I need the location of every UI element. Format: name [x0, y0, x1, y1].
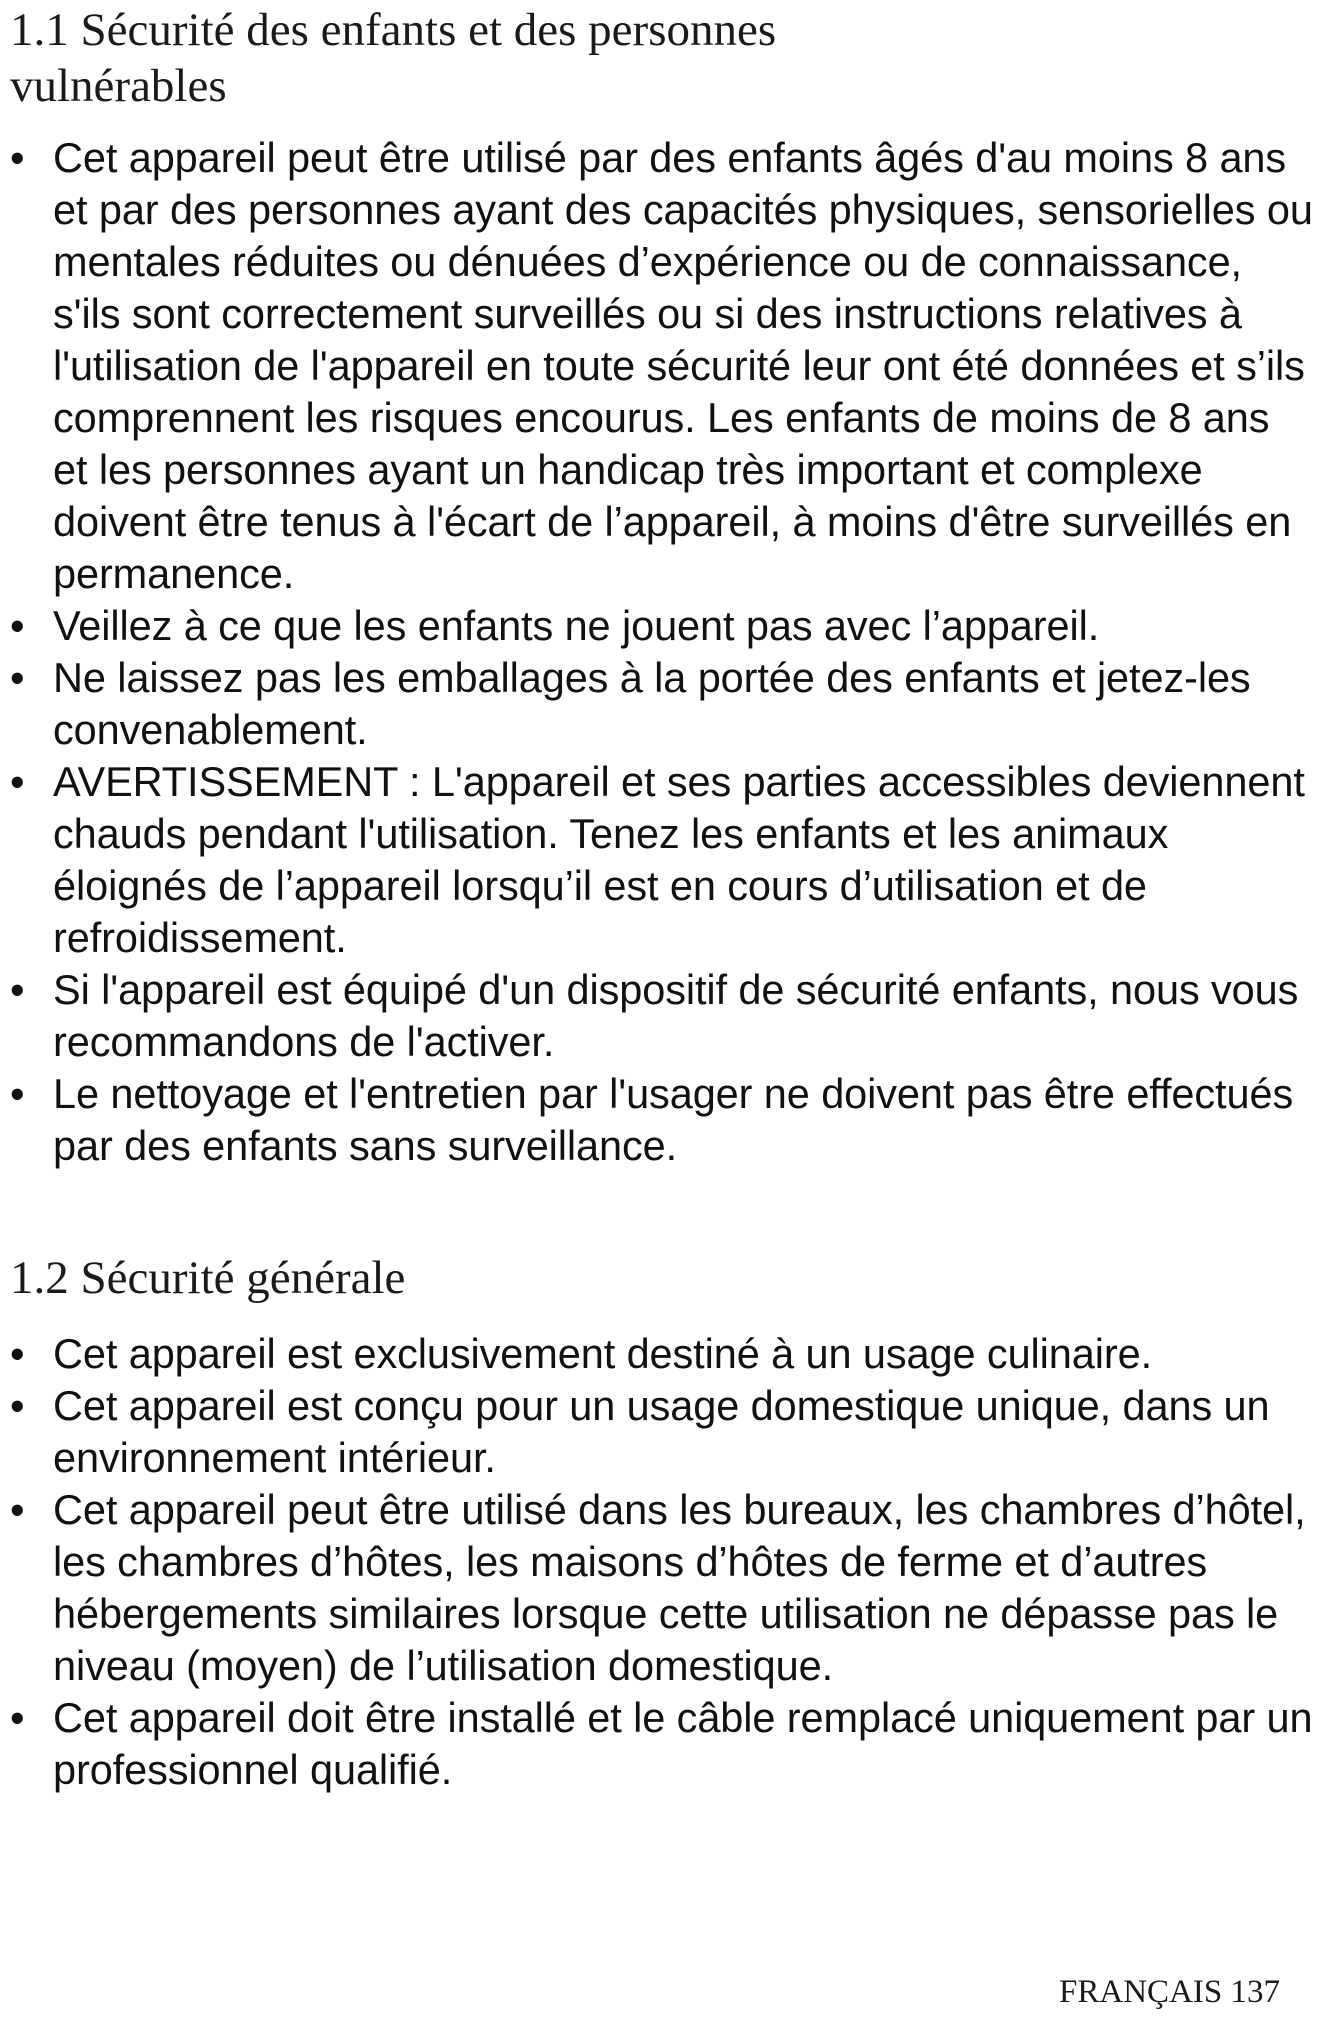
list-item: [10, 1068, 1315, 1172]
list-item-text: Le nettoyage et l'entretien par l'usager ne doivent pas être effectués par des enfants sans surveillance.: [53, 1070, 1294, 1169]
bullet-icon: •: [10, 134, 25, 181]
child-safety-list: [10, 132, 1315, 1172]
bullet-icon: •: [10, 602, 25, 649]
list-item-text: Si l'appareil est équipé d'un dispositif de sécurité enfants, nous vous recommandons de l'activer.: [53, 966, 1299, 1065]
bullet-icon: •: [10, 966, 25, 1013]
section-heading-child-safety: 1.1 Sécurité des enfants et des personnes vulnérables: [10, 4, 777, 112]
bullet-icon: •: [10, 1070, 25, 1117]
general-safety-list: [10, 1328, 1315, 1796]
list-item: [10, 756, 1315, 964]
page-footer-label: FRANÇAIS 137: [1059, 1974, 1280, 2010]
bullet-icon: •: [10, 1486, 25, 1533]
bullet-icon: •: [10, 758, 25, 805]
list-item-text: Cet appareil peut être utilisé dans les bureaux, les chambres d’hôtel, les chambres d’hôtes, les maisons d’hôtes de ferme et d’autres hébergements similaires lorsque cette utilisation ne dépasse pas le niveau (moyen) de l’utilisation domestique.: [53, 1486, 1306, 1689]
bullet-icon: •: [10, 1382, 25, 1429]
list-item-text: AVERTISSEMENT : L'appareil et ses parties accessibles deviennent chauds pendant l'utilisation. Tenez les enfants et les animaux éloignés de l’appareil lorsqu’il est en cours d’utilisation et de refroidissement.: [53, 758, 1305, 961]
list-item-text: Cet appareil est exclusivement destiné à un usage culinaire.: [53, 1330, 1152, 1377]
section-heading-general-safety: 1.2 Sécurité générale: [10, 1252, 406, 1304]
bullet-icon: •: [10, 654, 25, 701]
list-item: [10, 1692, 1315, 1796]
list-item: [10, 1484, 1315, 1692]
bullet-icon: •: [10, 1330, 25, 1377]
list-item-text: Cet appareil peut être utilisé par des enfants âgés d'au moins 8 ans et par des personnes ayant des capacités physiques, sensorielles ou mentales réduites ou dénuées d’expérience ou de connaissance, s'ils sont correctement surveillés ou si des instructions relatives à l'utilisation de l'appareil en toute sécurité leur ont été données et s’ils comprennent les risques encourus. Les enfants de moins de 8 ans et les personnes ayant un handicap très important et complexe doivent être tenus à l'écart de l’appareil, à moins d'être surveillés en permanence.: [53, 134, 1313, 597]
list-item: [10, 132, 1315, 600]
list-item: [10, 1328, 1315, 1380]
list-item-text: Ne laissez pas les emballages à la portée des enfants et jetez-les convenablement.: [53, 654, 1251, 753]
bullet-icon: •: [10, 1694, 25, 1741]
list-item: [10, 1380, 1315, 1484]
list-item-text: Cet appareil est conçu pour un usage domestique unique, dans un environnement intérieur.: [53, 1382, 1270, 1481]
list-item-text: Cet appareil doit être installé et le câble remplacé uniquement par un professionnel qualifié.: [53, 1694, 1313, 1793]
list-item: [10, 600, 1315, 652]
list-item-text: Veillez à ce que les enfants ne jouent pas avec l’appareil.: [53, 602, 1100, 649]
list-item: [10, 652, 1315, 756]
list-item: [10, 964, 1315, 1068]
